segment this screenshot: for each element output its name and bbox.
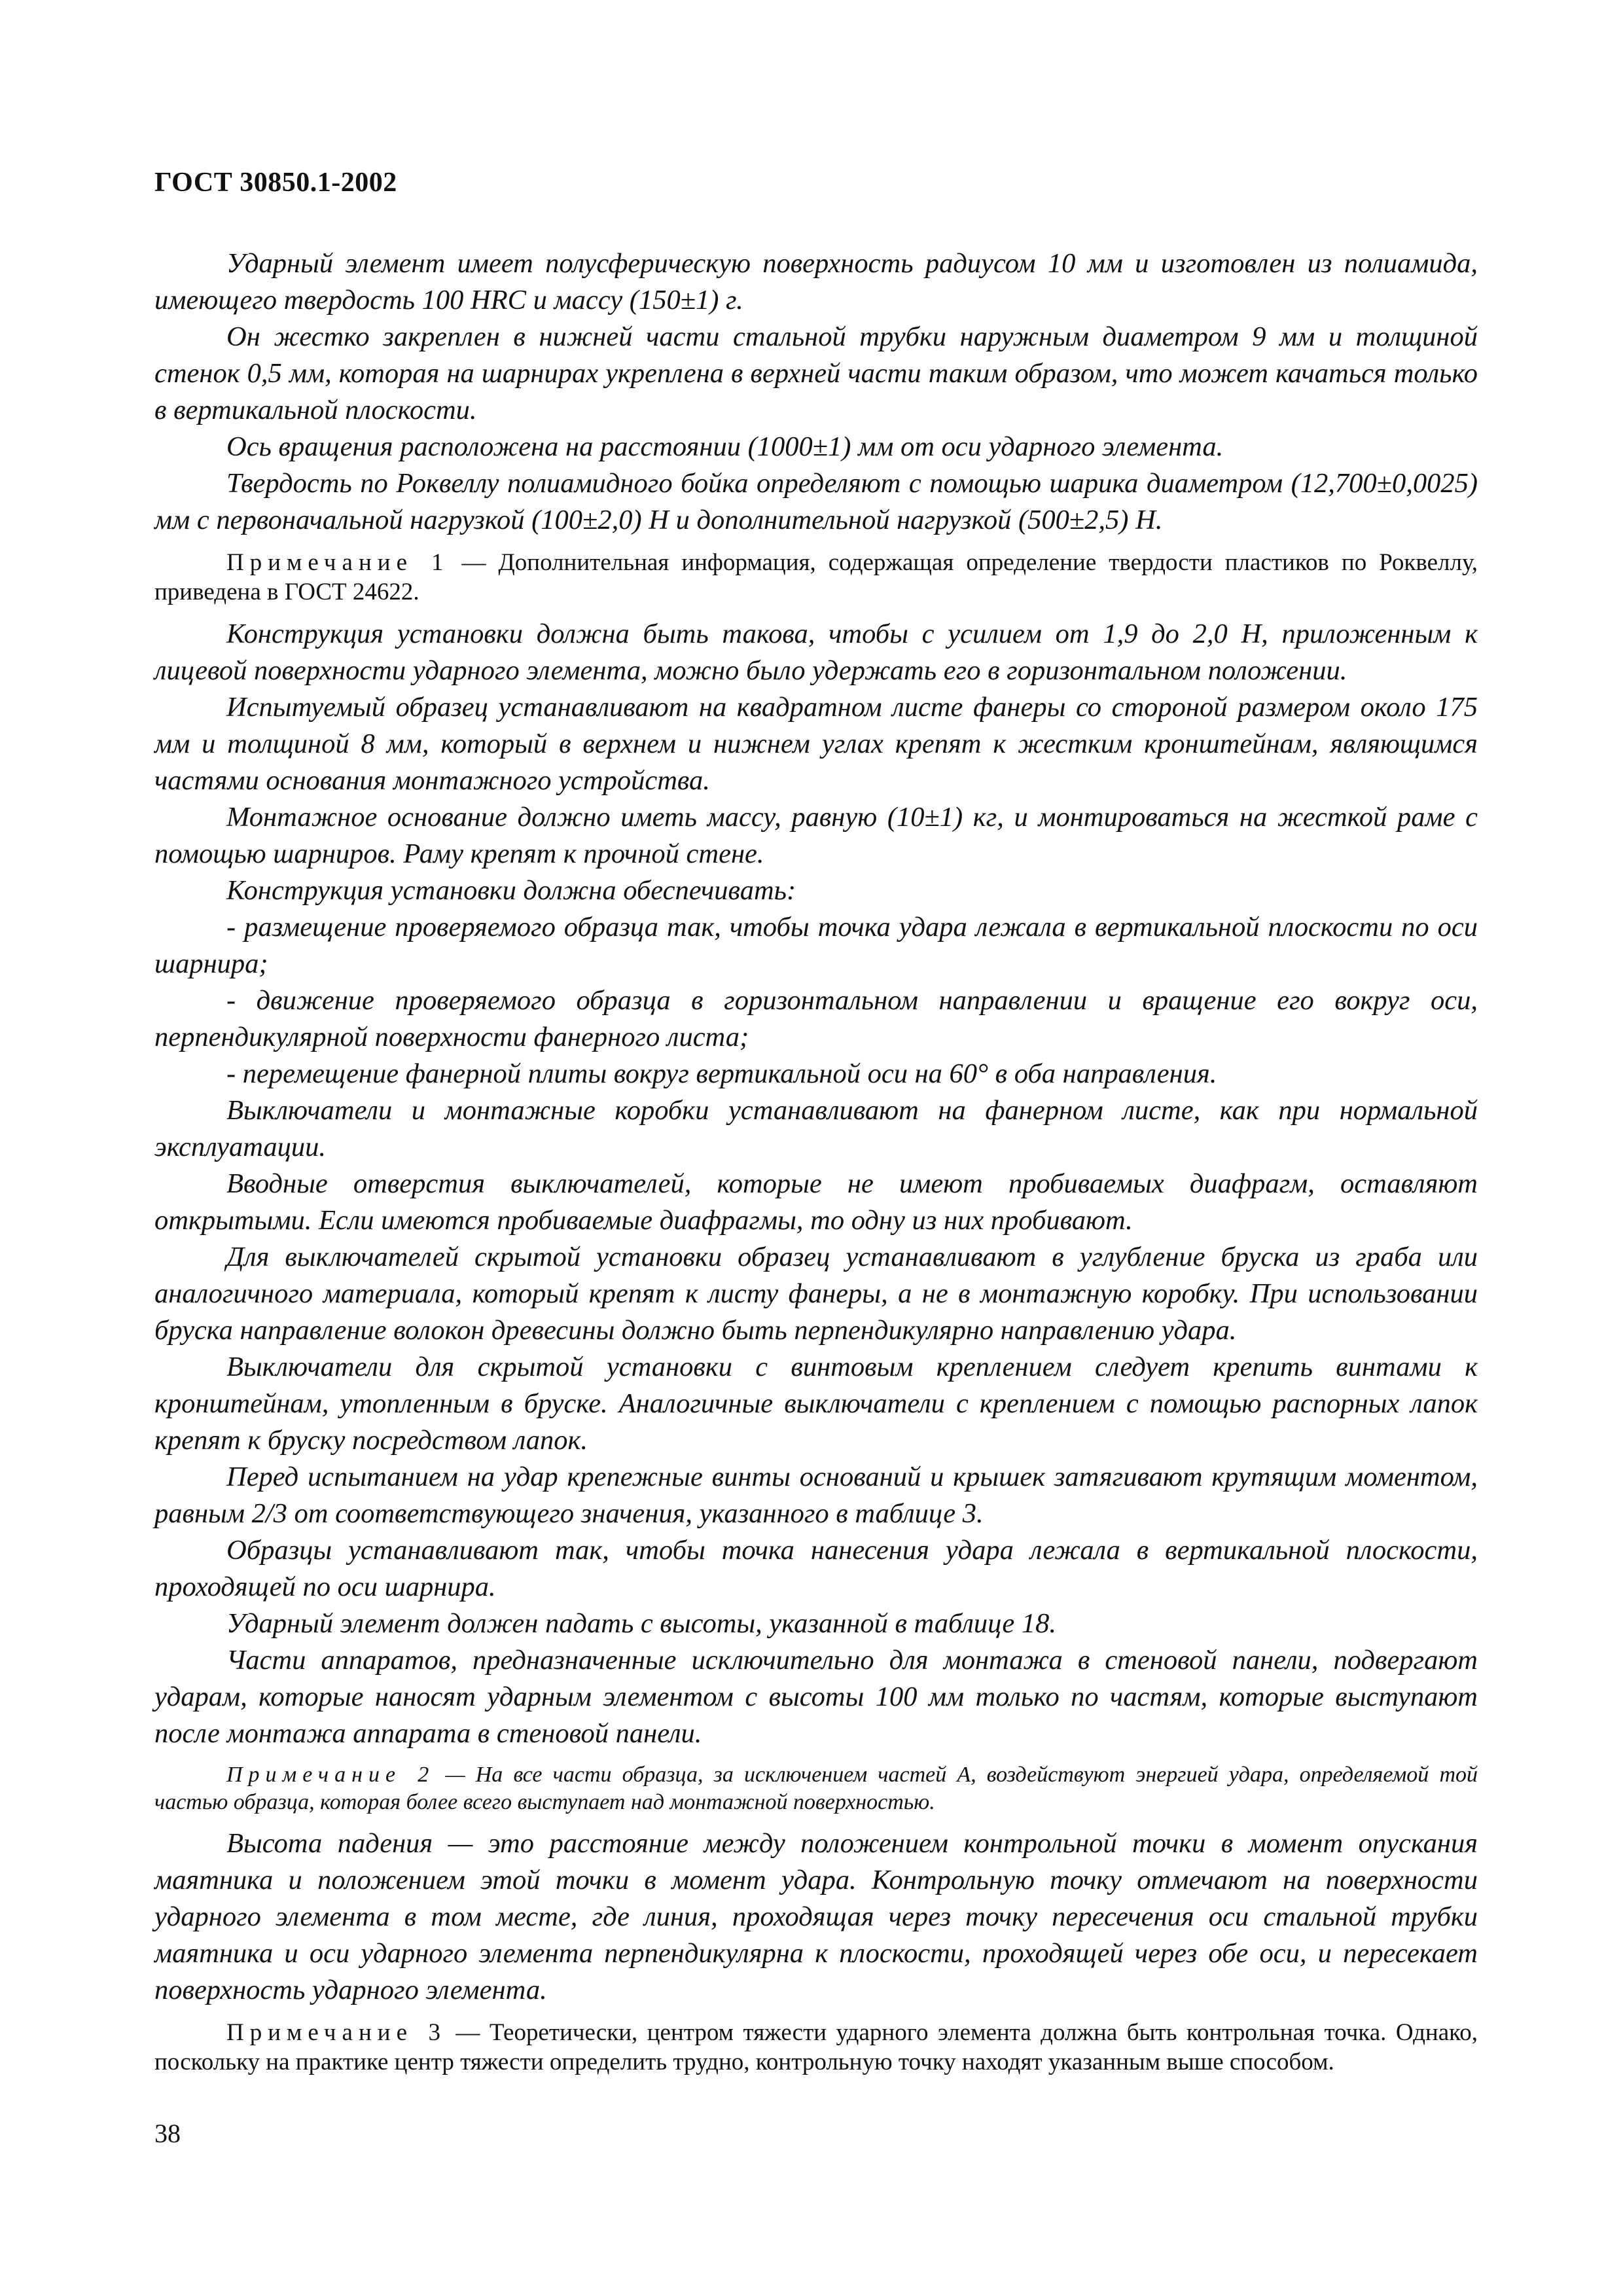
note-3-label: Примечание 3 — [226, 2019, 446, 2046]
note-1 — [154, 548, 1478, 607]
note-3 — [154, 2018, 1478, 2077]
list-item: - размещение проверяемого образца так, чтобы точка удара лежала в вертикальной плоскости по оси шарнира; — [154, 912, 1478, 979]
paragraph: Конструкция установки должна обеспечивать: — [226, 875, 796, 906]
paragraph: Конструкция установки должна быть такова, чтобы с усилием от 1,9 до 2,0 Н, приложенным к лицевой поверхности ударного элемента, можно было удержать его в горизонтальном положении. — [154, 619, 1478, 686]
note-1-text: — Дополнительная информация, содержащая определение твердости пластиков по Роквеллу, приведена в ГОСТ 24622. — [154, 549, 1478, 605]
paragraph: Ударный элемент должен падать с высоты, указанной в таблице 18. — [226, 1608, 1057, 1639]
document-body — [154, 245, 1478, 2086]
paragraph: Перед испытанием на удар крепежные винты оснований и крышек затягивают крутящим моментом, равным 2/3 от соответствующего значения, указанного в таблице 3. — [154, 1462, 1478, 1529]
note-2 — [154, 1761, 1478, 1816]
paragraph: Твердость по Роквеллу полиамидного бойка определяют с помощью шарика диаметром (12,700±0,0025) мм с первоначальной нагрузкой (100±2,0) Н и дополнительной нагрузкой (500±2,5) Н. — [154, 468, 1478, 535]
paragraph: Испытуемый образец устанавливают на квадратном листе фанеры со стороной размером около 175 мм и толщиной 8 мм, который в верхнем и нижнем углах крепят к жестким кронштейнам, являющимся частями основания монтажного устройства. — [154, 692, 1478, 796]
paragraph: Ось вращения расположена на расстоянии (1000±1) мм от оси ударного элемента. — [226, 431, 1224, 462]
document-header: ГОСТ 30850.1-2002 — [154, 168, 397, 198]
paragraph: Монтажное основание должно иметь массу, равную (10±1) кг, и монтироваться на жесткой раме с помощью шарниров. Раму крепят к прочной стене. — [154, 802, 1478, 869]
paragraph: Высота падения — это расстояние между положением контрольной точки в момент опускания маятника и положением этой точки в момент удара. Контрольную точку отмечают на поверхности ударного элемента в том месте, где линия, проходящая через точку пересечения оси стальной трубки маятника и оси ударного элемента перпендикулярна к плоскости, проходящей через обе оси, и пересекает поверхность ударного элемента. — [154, 1828, 1478, 2005]
paragraph: Вводные отверстия выключателей, которые не имеют пробиваемых диафрагм, оставляют открытыми. Если имеются пробиваемые диафрагмы, то одну из них пробивают. — [154, 1168, 1478, 1236]
paragraph: Части аппаратов, предназначенные исключительно для монтажа в стеновой панели, подвергают ударам, которые наносят ударным элементом с высоты 100 мм только по частям, которые выступают после монтажа аппарата в стеновой панели. — [154, 1645, 1478, 1749]
note-2-label: Примечание 2 — [226, 1763, 435, 1787]
paragraph: Выключатели для скрытой установки с винтовым креплением следует крепить винтами к кронштейнам, утопленным в бруске. Аналогичные выключатели с креплением с помощью распорных лапок крепят к бруску посредством лапок. — [154, 1352, 1478, 1456]
page-number: 38 — [154, 2119, 181, 2148]
paragraph: Для выключателей скрытой установки образец устанавливают в углубление бруска из граба или аналогичного материала, который крепят к листу фанеры, а не в монтажную коробку. При использовании бруска направление волокон древесины должно быть перпендикулярно направлению удара. — [154, 1242, 1478, 1346]
paragraph: Выключатели и монтажные коробки устанавливают на фанерном листе, как при нормальной эксплуатации. — [154, 1095, 1478, 1162]
note-1-label: Примечание 1 — [226, 549, 450, 576]
paragraph: Ударный элемент имеет полусферическую поверхность радиусом 10 мм и изготовлен из полиамида, имеющего твердость 100 HRC и массу (150±1) г. — [154, 248, 1478, 315]
note-2-text: — На все части образца, за исключением частей А, воздействуют энергией удара, определяемой той частью образца, которая более всего выступает над монтажной поверхностью. — [154, 1763, 1478, 1814]
list-item: - перемещение фанерной плиты вокруг вертикальной оси на 60° в оба направления. — [226, 1058, 1217, 1089]
paragraph: Образцы устанавливают так, чтобы точка нанесения удара лежала в вертикальной плоскости, проходящей по оси шарнира. — [154, 1535, 1478, 1602]
paragraph: Он жестко закреплен в нижней части стальной трубки наружным диаметром 9 мм и толщиной стенок 0,5 мм, которая на шарнирах укреплена в верхней части таким образом, что может качаться только в вертикальной плоскости. — [154, 321, 1478, 425]
note-3-text: — Теоретически, центром тяжести ударного элемента должна быть контрольная точка. Однако, поскольку на практике центр тяжести определить трудно, контрольную точку находят указанным выше способом. — [154, 2019, 1478, 2075]
list-item: - движение проверяемого образца в горизонтальном направлении и вращение его вокруг оси, перпендикулярной поверхности фанерного листа; — [154, 985, 1478, 1052]
